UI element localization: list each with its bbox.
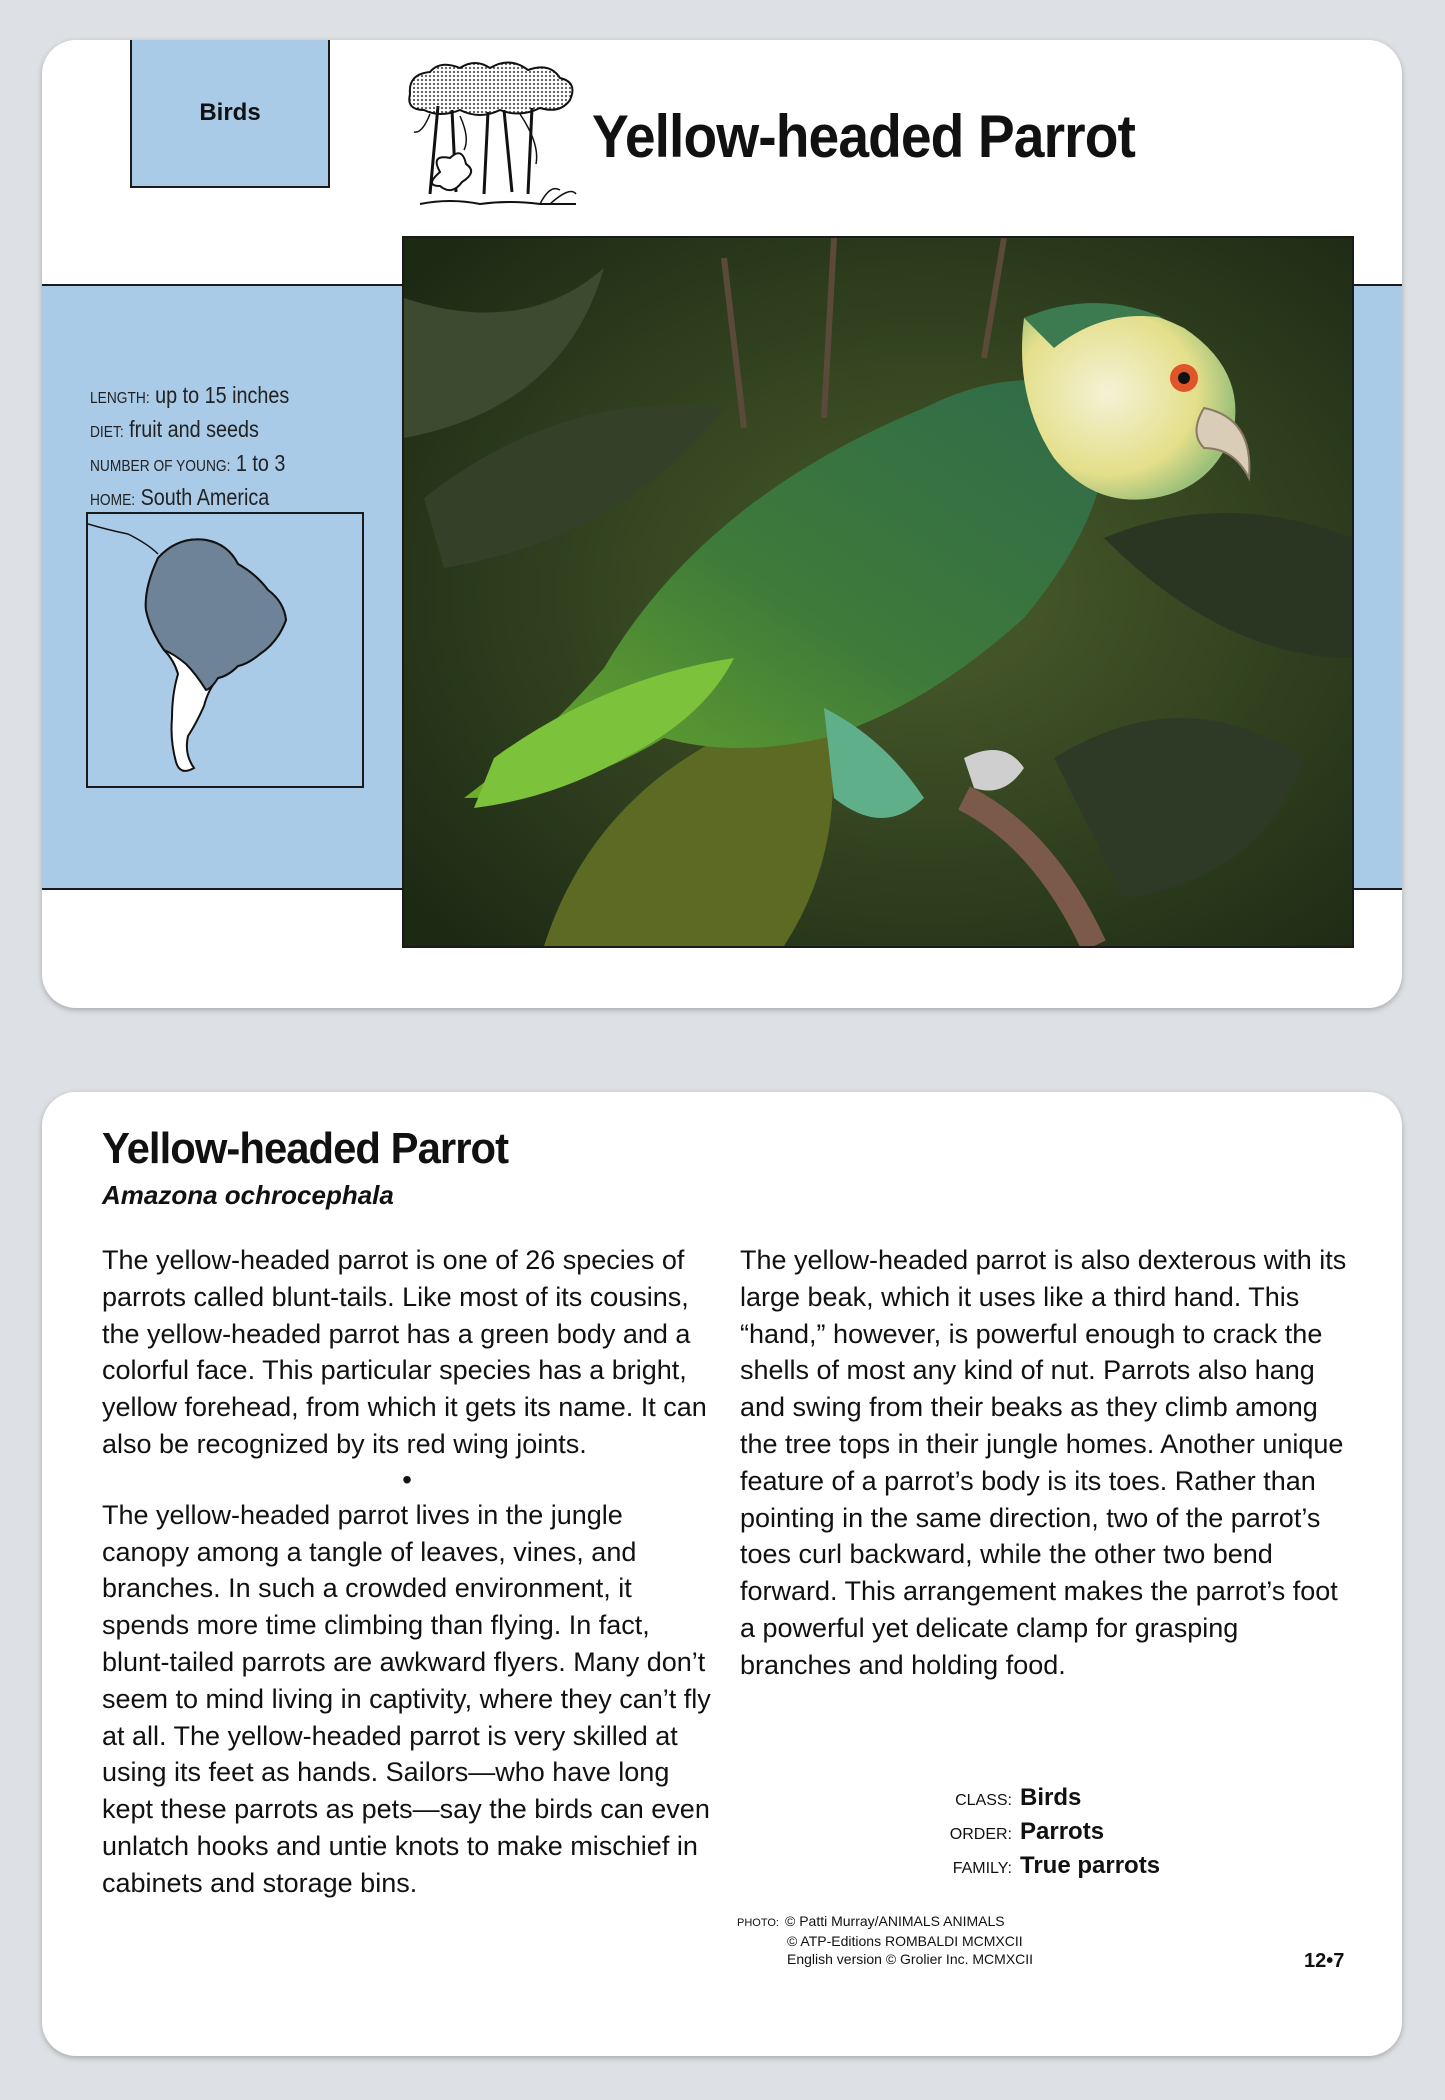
family-row: FAMILY: True parrots [952,1852,1161,1879]
classification [940,1782,1160,1884]
text-column-right [740,1242,1350,1684]
category-tab [130,40,330,188]
text-column-left [102,1242,712,1902]
credit-line-2: © ATP-Editions ROMBALDI MCMXCII [787,1933,1023,1949]
fact-length: LENGTH: up to 15 inches [90,382,290,408]
parrot-photo [402,236,1354,948]
range-map [86,512,364,788]
scientific-name: Amazona ochrocephala [102,1180,394,1210]
paragraph-2: The yellow-headed parrot lives in the jungle canopy among a tangle of leaves, vines, and branches. In such a crowded environment, it spends more time climbing than flying. In fact, blunt-tailed parrots are awkward flyers. Many don’t seem to mind living in captivity, where they can’t fly at all. The yellow-headed parrot is very skilled at using its feet as hands. Sailors—who have long kept these parrots as pets—say the birds can even unlatch hooks and untie knots to make mischief in cabinets and storage bins. [102,1499,711,1898]
fact-young: NUMBER OF YOUNG: 1 to 3 [90,450,286,476]
south-america-map-icon [88,514,362,786]
class-row: CLASS: Birds [955,1784,1082,1811]
photo-label: PHOTO: [737,1917,779,1929]
order-row: ORDER: Parrots [949,1818,1105,1845]
paragraph-1: The yellow-headed parrot is one of 26 species of parrots called blunt-tails. Like most of its cousins, the yellow-headed parrot has a green body and a colorful face. This particular species has a bright, yellow forehead, from which it gets its name. It can also be recognized by its red wing joints. [102,1245,707,1459]
category-label: Birds [199,99,261,126]
photo-credits [737,1912,1033,1968]
back-card [42,1092,1402,2056]
fact-diet: DIET: fruit and seeds [90,416,259,442]
bullet-separator: • [402,1463,412,1495]
fact-list [90,380,348,516]
paragraph-3: The yellow-headed parrot is also dexterous with its large beak, which it uses like a third hand. This “hand,” however, is powerful enough to crack the shells of most any kind of nut. Parrots also hang and swing from their beaks as they climb among the tree tops in their jungle homes. Another unique feature of a parrot’s body is its toes. Rather than pointing in the same direction, two of the parrot’s toes curl backward, while the other two bend forward. This arrangement makes the parrot’s foot a powerful yet delicate clamp for grasping branches and holding food. [740,1245,1347,1680]
front-title: Yellow-headed Parrot [592,103,1135,170]
parrot-illustration [404,238,1352,946]
front-card [42,40,1402,1008]
card-number: 12•7 [1304,1950,1345,1972]
rainforest-tree-icon [400,54,582,210]
fact-home: HOME: South America [90,484,270,510]
credit-line-1: © Patti Murray/ANIMALS ANIMALS [784,1913,1005,1929]
back-title: Yellow-headed Parrot [102,1124,509,1173]
credit-line-3: English version © Grolier Inc. MCMXCII [787,1951,1034,1967]
